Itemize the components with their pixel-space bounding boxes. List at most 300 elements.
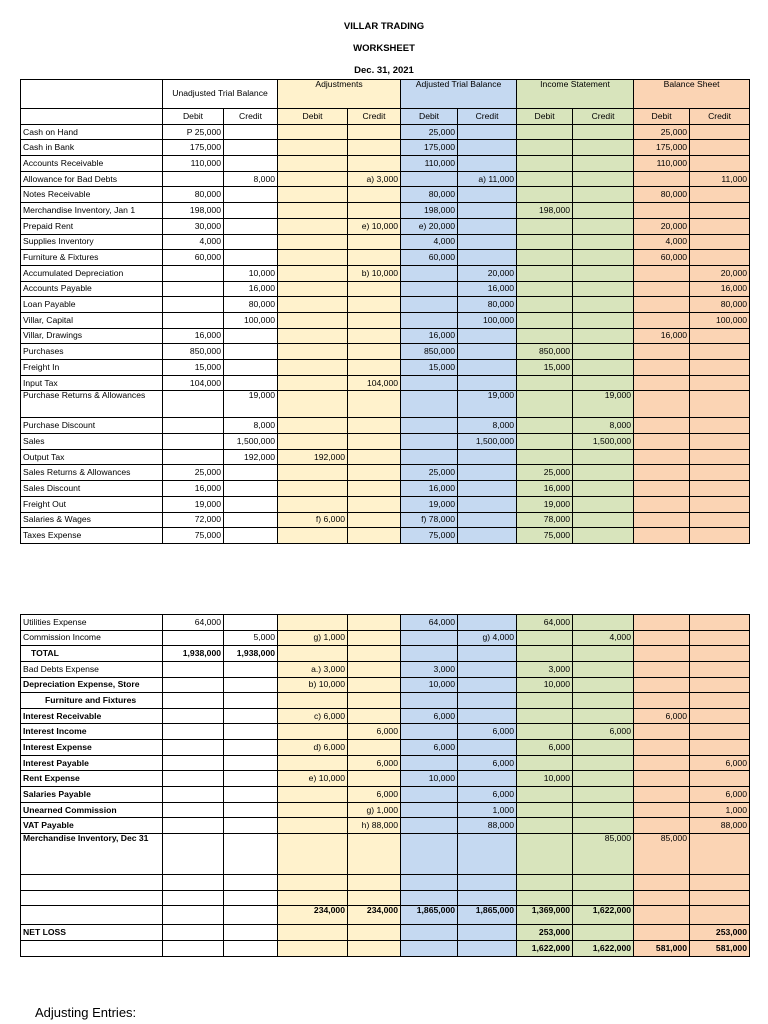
cell-adjustment-debit xyxy=(278,434,348,450)
cell-unadjusted-credit xyxy=(224,787,278,803)
cell-adjusted-credit xyxy=(458,661,517,677)
cell-adjusted-credit: g) 4,000 xyxy=(458,630,517,646)
cell-unadjusted-debit xyxy=(163,940,224,956)
cell-income-credit xyxy=(573,250,634,266)
cell-unadjusted-debit: 72,000 xyxy=(163,512,224,528)
cell-unadjusted-credit xyxy=(224,615,278,631)
cell-adjusted-credit xyxy=(458,771,517,787)
cell-adjustment-credit xyxy=(348,360,401,376)
cell-income-credit xyxy=(573,802,634,818)
cell-adjustment-debit xyxy=(278,802,348,818)
cell-balance-credit xyxy=(690,187,750,203)
cell-unadjusted-credit xyxy=(224,512,278,528)
cell-balance-debit xyxy=(634,646,690,662)
cell-unadjusted-debit: 60,000 xyxy=(163,250,224,266)
table-row xyxy=(21,418,750,434)
cell-balance-debit xyxy=(634,391,690,418)
cell-income-debit xyxy=(517,693,573,709)
cell-balance-credit xyxy=(690,528,750,544)
cell-unadjusted-credit xyxy=(224,740,278,756)
cell-adjustment-credit xyxy=(348,661,401,677)
cell-unadjusted-credit xyxy=(224,234,278,250)
cell-balance-debit: 20,000 xyxy=(634,218,690,234)
cell-unadjusted-debit xyxy=(163,281,224,297)
cell-income-credit xyxy=(573,615,634,631)
subheader-debit: Debit xyxy=(517,109,573,125)
cell-balance-credit xyxy=(690,615,750,631)
cell-adjusted-debit xyxy=(401,312,458,328)
cell-unadjusted-credit xyxy=(224,925,278,941)
cell-adjustment-credit: h) 88,000 xyxy=(348,818,401,834)
table-row xyxy=(21,344,750,360)
cell-income-credit xyxy=(573,124,634,140)
table-row xyxy=(21,312,750,328)
cell-unadjusted-debit xyxy=(163,724,224,740)
cell-income-credit: 1,622,000 xyxy=(573,906,634,925)
cell-adjusted-credit xyxy=(458,833,517,874)
cell-balance-credit xyxy=(690,449,750,465)
cell-adjusted-debit: 110,000 xyxy=(401,156,458,172)
cell-balance-credit xyxy=(690,250,750,266)
cell-adjusted-credit xyxy=(458,512,517,528)
cell-unadjusted-credit xyxy=(224,724,278,740)
cell-adjustment-credit xyxy=(348,391,401,418)
cell-balance-debit xyxy=(634,771,690,787)
cell-unadjusted-debit: 104,000 xyxy=(163,375,224,391)
cell-income-debit xyxy=(517,375,573,391)
cell-account: Salaries & Wages xyxy=(21,512,163,528)
subheader-credit: Credit xyxy=(573,109,634,125)
cell-unadjusted-debit xyxy=(163,787,224,803)
table-row xyxy=(21,630,750,646)
table-row xyxy=(21,740,750,756)
cell-adjustment-credit xyxy=(348,344,401,360)
cell-account: Prepaid Rent xyxy=(21,218,163,234)
cell-income-debit xyxy=(517,802,573,818)
cell-adjusted-credit xyxy=(458,156,517,172)
cell-account xyxy=(21,906,163,925)
cell-income-debit xyxy=(517,755,573,771)
cell-adjustment-debit: a.) 3,000 xyxy=(278,661,348,677)
cell-income-credit xyxy=(573,708,634,724)
cell-unadjusted-debit xyxy=(163,297,224,313)
cell-balance-credit: 100,000 xyxy=(690,312,750,328)
cell-income-debit xyxy=(517,418,573,434)
cell-unadjusted-credit: 192,000 xyxy=(224,449,278,465)
cell-account: Rent Expense xyxy=(21,771,163,787)
cell-adjusted-credit xyxy=(458,646,517,662)
table-row xyxy=(21,250,750,266)
cell-adjustment-debit xyxy=(278,250,348,266)
cell-adjustment-credit xyxy=(348,615,401,631)
cell-balance-debit xyxy=(634,481,690,497)
cell-adjusted-credit: 8,000 xyxy=(458,418,517,434)
cell-adjusted-debit: 60,000 xyxy=(401,250,458,266)
cell-adjustment-credit xyxy=(348,693,401,709)
cell-account: Freight In xyxy=(21,360,163,376)
cell-adjusted-credit: 1,865,000 xyxy=(458,906,517,925)
cell-income-debit: 15,000 xyxy=(517,360,573,376)
cell-balance-debit xyxy=(634,434,690,450)
cell-balance-credit xyxy=(690,677,750,693)
cell-unadjusted-credit xyxy=(224,140,278,156)
cell-income-debit: 198,000 xyxy=(517,203,573,219)
table-row xyxy=(21,528,750,544)
cell-income-debit: 3,000 xyxy=(517,661,573,677)
cell-balance-debit: 6,000 xyxy=(634,708,690,724)
cell-adjustment-debit xyxy=(278,940,348,956)
cell-unadjusted-debit: 64,000 xyxy=(163,615,224,631)
cell-unadjusted-debit xyxy=(163,802,224,818)
cell-balance-debit xyxy=(634,360,690,376)
group-header-balance-sheet: Balance Sheet xyxy=(634,80,750,109)
cell-unadjusted-credit xyxy=(224,496,278,512)
cell-unadjusted-credit: 8,000 xyxy=(224,171,278,187)
cell-income-credit xyxy=(573,449,634,465)
cell-unadjusted-debit xyxy=(163,771,224,787)
cell-account: Villar, Drawings xyxy=(21,328,163,344)
cell-adjustment-credit: 104,000 xyxy=(348,375,401,391)
cell-income-credit xyxy=(573,925,634,941)
cell-adjustment-debit xyxy=(278,528,348,544)
cell-unadjusted-credit: 100,000 xyxy=(224,312,278,328)
group-header-adjustments: Adjustments xyxy=(278,80,401,109)
cell-unadjusted-debit xyxy=(163,391,224,418)
cell-adjustment-credit xyxy=(348,833,401,874)
cell-income-debit xyxy=(517,250,573,266)
cell-adjustment-debit: 192,000 xyxy=(278,449,348,465)
table-row xyxy=(21,328,750,344)
cell-account: Interest Income xyxy=(21,724,163,740)
cell-balance-credit xyxy=(690,693,750,709)
cell-balance-debit: 25,000 xyxy=(634,124,690,140)
cell-adjustment-credit: a) 3,000 xyxy=(348,171,401,187)
table-row xyxy=(21,481,750,497)
cell-adjusted-credit: 19,000 xyxy=(458,391,517,418)
cell-income-credit xyxy=(573,787,634,803)
cell-adjustment-debit xyxy=(278,187,348,203)
cell-adjustment-debit: d) 6,000 xyxy=(278,740,348,756)
cell-adjusted-credit xyxy=(458,693,517,709)
cell-income-debit: 10,000 xyxy=(517,677,573,693)
cell-adjusted-debit xyxy=(401,391,458,418)
cell-account xyxy=(21,940,163,956)
cell-adjusted-debit: 15,000 xyxy=(401,360,458,376)
cell-adjustment-debit xyxy=(278,344,348,360)
cell-adjusted-credit: 16,000 xyxy=(458,281,517,297)
cell-adjusted-credit xyxy=(458,250,517,266)
cell-unadjusted-credit: 10,000 xyxy=(224,265,278,281)
cell-adjustment-debit xyxy=(278,890,348,906)
cell-income-credit xyxy=(573,360,634,376)
cell-adjusted-debit xyxy=(401,925,458,941)
cell-income-credit xyxy=(573,496,634,512)
cell-unadjusted-debit: 75,000 xyxy=(163,528,224,544)
cell-balance-credit xyxy=(690,740,750,756)
cell-adjusted-credit xyxy=(458,496,517,512)
cell-adjustment-credit xyxy=(348,481,401,497)
cell-unadjusted-debit xyxy=(163,740,224,756)
cell-account: Cash on Hand xyxy=(21,124,163,140)
cell-unadjusted-credit: 5,000 xyxy=(224,630,278,646)
cell-adjustment-debit xyxy=(278,328,348,344)
cell-unadjusted-credit xyxy=(224,250,278,266)
cell-adjusted-credit: 6,000 xyxy=(458,787,517,803)
cell-adjusted-credit xyxy=(458,449,517,465)
cell-adjustment-credit xyxy=(348,771,401,787)
subheader-debit: Debit xyxy=(163,109,224,125)
subheader-credit: Credit xyxy=(690,109,750,125)
cell-balance-debit xyxy=(634,787,690,803)
cell-unadjusted-debit: 16,000 xyxy=(163,481,224,497)
cell-adjustment-debit xyxy=(278,360,348,376)
cell-adjustment-debit xyxy=(278,391,348,418)
cell-account xyxy=(21,874,163,890)
cell-unadjusted-credit: 1,500,000 xyxy=(224,434,278,450)
table-row xyxy=(21,906,750,925)
cell-adjusted-debit: 10,000 xyxy=(401,677,458,693)
cell-account: Interest Expense xyxy=(21,740,163,756)
cell-unadjusted-credit xyxy=(224,481,278,497)
table-row xyxy=(21,449,750,465)
cell-balance-credit: 20,000 xyxy=(690,265,750,281)
cell-unadjusted-credit xyxy=(224,360,278,376)
cell-adjusted-debit: 19,000 xyxy=(401,496,458,512)
cell-adjustment-credit xyxy=(348,187,401,203)
cell-adjusted-credit xyxy=(458,124,517,140)
cell-unadjusted-debit xyxy=(163,693,224,709)
table-row xyxy=(21,360,750,376)
cell-balance-credit: 11,000 xyxy=(690,171,750,187)
cell-balance-credit xyxy=(690,496,750,512)
cell-income-debit xyxy=(517,156,573,172)
table-row xyxy=(21,496,750,512)
cell-income-debit xyxy=(517,787,573,803)
cell-balance-debit xyxy=(634,740,690,756)
cell-adjusted-debit xyxy=(401,449,458,465)
cell-adjustment-debit xyxy=(278,124,348,140)
cell-balance-debit: 80,000 xyxy=(634,187,690,203)
cell-adjustment-credit: b) 10,000 xyxy=(348,265,401,281)
cell-balance-debit xyxy=(634,630,690,646)
cell-unadjusted-credit: 19,000 xyxy=(224,391,278,418)
cell-adjustment-debit xyxy=(278,755,348,771)
cell-adjustment-credit xyxy=(348,874,401,890)
cell-income-debit: 16,000 xyxy=(517,481,573,497)
cell-income-credit xyxy=(573,187,634,203)
cell-income-debit xyxy=(517,234,573,250)
cell-account: Furniture & Fixtures xyxy=(21,250,163,266)
cell-adjustment-debit xyxy=(278,297,348,313)
cell-balance-credit xyxy=(690,234,750,250)
table-row xyxy=(21,187,750,203)
cell-adjustment-debit xyxy=(278,171,348,187)
cell-adjustment-credit xyxy=(348,312,401,328)
cell-income-credit xyxy=(573,281,634,297)
cell-adjustment-credit xyxy=(348,465,401,481)
cell-income-credit: 85,000 xyxy=(573,833,634,874)
table-row xyxy=(21,218,750,234)
cell-adjusted-credit xyxy=(458,187,517,203)
table-row xyxy=(21,234,750,250)
cell-adjustment-credit xyxy=(348,418,401,434)
cell-balance-credit: 16,000 xyxy=(690,281,750,297)
cell-adjusted-credit xyxy=(458,481,517,497)
table-row xyxy=(21,708,750,724)
cell-balance-credit xyxy=(690,360,750,376)
cell-adjustment-credit: 6,000 xyxy=(348,787,401,803)
cell-adjusted-credit xyxy=(458,925,517,941)
cell-unadjusted-credit xyxy=(224,755,278,771)
cell-balance-credit xyxy=(690,646,750,662)
cell-adjusted-debit: 1,865,000 xyxy=(401,906,458,925)
cell-adjusted-debit xyxy=(401,890,458,906)
cell-adjusted-credit: 1,000 xyxy=(458,802,517,818)
cell-adjusted-credit xyxy=(458,360,517,376)
cell-adjusted-debit xyxy=(401,171,458,187)
cell-unadjusted-debit: 1,938,000 xyxy=(163,646,224,662)
worksheet-table-top xyxy=(20,79,750,544)
cell-adjustment-credit xyxy=(348,449,401,465)
cell-adjusted-credit xyxy=(458,465,517,481)
cell-balance-debit xyxy=(634,171,690,187)
cell-balance-credit xyxy=(690,344,750,360)
cell-account: Input Tax xyxy=(21,375,163,391)
cell-adjusted-debit xyxy=(401,375,458,391)
table-row xyxy=(21,124,750,140)
cell-income-credit xyxy=(573,218,634,234)
cell-income-credit xyxy=(573,646,634,662)
cell-adjusted-debit xyxy=(401,418,458,434)
cell-balance-debit xyxy=(634,344,690,360)
cell-income-debit xyxy=(517,187,573,203)
cell-adjustment-debit xyxy=(278,787,348,803)
cell-adjusted-debit xyxy=(401,646,458,662)
cell-unadjusted-debit xyxy=(163,434,224,450)
cell-income-debit xyxy=(517,630,573,646)
cell-account: Sales Discount xyxy=(21,481,163,497)
cell-adjustment-debit xyxy=(278,418,348,434)
cell-adjusted-credit: 6,000 xyxy=(458,724,517,740)
group-header-adjusted: Adjusted Trial Balance xyxy=(401,80,517,109)
cell-unadjusted-debit: 19,000 xyxy=(163,496,224,512)
cell-adjusted-debit: 10,000 xyxy=(401,771,458,787)
cell-adjusted-debit xyxy=(401,940,458,956)
cell-balance-credit xyxy=(690,890,750,906)
table-row xyxy=(21,203,750,219)
cell-unadjusted-credit xyxy=(224,156,278,172)
cell-income-credit xyxy=(573,465,634,481)
group-header-row xyxy=(21,80,750,109)
cell-adjustment-debit xyxy=(278,496,348,512)
cell-adjusted-debit: 6,000 xyxy=(401,740,458,756)
table-row xyxy=(21,890,750,906)
cell-unadjusted-debit: 4,000 xyxy=(163,234,224,250)
cell-income-debit xyxy=(517,218,573,234)
cell-unadjusted-credit xyxy=(224,818,278,834)
cell-adjusted-debit xyxy=(401,755,458,771)
subheader-debit: Debit xyxy=(278,109,348,125)
cell-adjusted-credit: 6,000 xyxy=(458,755,517,771)
table-row xyxy=(21,818,750,834)
cell-adjustment-credit xyxy=(348,434,401,450)
cell-unadjusted-debit xyxy=(163,661,224,677)
cell-adjustment-debit xyxy=(278,874,348,890)
cell-account: Commission Income xyxy=(21,630,163,646)
cell-adjusted-credit: 100,000 xyxy=(458,312,517,328)
cell-income-debit xyxy=(517,171,573,187)
cell-unadjusted-credit xyxy=(224,344,278,360)
cell-unadjusted-debit: 198,000 xyxy=(163,203,224,219)
cell-account: Purchases xyxy=(21,344,163,360)
cell-balance-debit xyxy=(634,874,690,890)
cell-balance-credit xyxy=(690,375,750,391)
cell-income-credit xyxy=(573,890,634,906)
cell-balance-credit: 581,000 xyxy=(690,940,750,956)
subheader-credit: Credit xyxy=(224,109,278,125)
cell-income-debit xyxy=(517,265,573,281)
subheader-credit: Credit xyxy=(458,109,517,125)
cell-unadjusted-credit xyxy=(224,528,278,544)
table-row xyxy=(21,281,750,297)
cell-unadjusted-credit xyxy=(224,874,278,890)
cell-unadjusted-credit xyxy=(224,771,278,787)
cell-adjusted-debit xyxy=(401,787,458,803)
table-row xyxy=(21,724,750,740)
cell-adjusted-credit xyxy=(458,528,517,544)
worksheet-date: Dec. 31, 2021 xyxy=(354,65,414,76)
cell-unadjusted-credit xyxy=(224,661,278,677)
cell-adjusted-debit: e) 20,000 xyxy=(401,218,458,234)
cell-unadjusted-credit xyxy=(224,375,278,391)
cell-adjusted-debit: f) 78,000 xyxy=(401,512,458,528)
cell-balance-credit xyxy=(690,418,750,434)
cell-adjustment-credit xyxy=(348,940,401,956)
cell-adjusted-debit xyxy=(401,265,458,281)
cell-unadjusted-debit: 25,000 xyxy=(163,465,224,481)
cell-balance-credit xyxy=(690,833,750,874)
cell-unadjusted-credit: 8,000 xyxy=(224,418,278,434)
cell-account: Taxes Expense xyxy=(21,528,163,544)
cell-account: Accounts Payable xyxy=(21,281,163,297)
cell-balance-credit: 1,000 xyxy=(690,802,750,818)
cell-adjusted-debit xyxy=(401,297,458,313)
header-blank xyxy=(21,80,163,109)
cell-balance-credit xyxy=(690,328,750,344)
cell-account: Furniture and Fixtures xyxy=(21,693,163,709)
cell-adjusted-credit: 80,000 xyxy=(458,297,517,313)
cell-unadjusted-debit: 30,000 xyxy=(163,218,224,234)
cell-adjusted-credit xyxy=(458,328,517,344)
cell-balance-debit xyxy=(634,375,690,391)
cell-balance-credit xyxy=(690,481,750,497)
cell-income-debit: 253,000 xyxy=(517,925,573,941)
table-row xyxy=(21,434,750,450)
cell-unadjusted-debit xyxy=(163,925,224,941)
cell-unadjusted-debit: 850,000 xyxy=(163,344,224,360)
cell-adjustment-debit xyxy=(278,818,348,834)
cell-adjustment-debit: f) 6,000 xyxy=(278,512,348,528)
cell-balance-debit xyxy=(634,281,690,297)
cell-adjusted-credit: 1,500,000 xyxy=(458,434,517,450)
cell-income-debit: 850,000 xyxy=(517,344,573,360)
cell-balance-debit xyxy=(634,818,690,834)
cell-unadjusted-debit xyxy=(163,906,224,925)
cell-adjusted-credit: 88,000 xyxy=(458,818,517,834)
cell-income-debit xyxy=(517,724,573,740)
cell-account: NET LOSS xyxy=(21,925,163,941)
cell-adjustment-debit xyxy=(278,156,348,172)
